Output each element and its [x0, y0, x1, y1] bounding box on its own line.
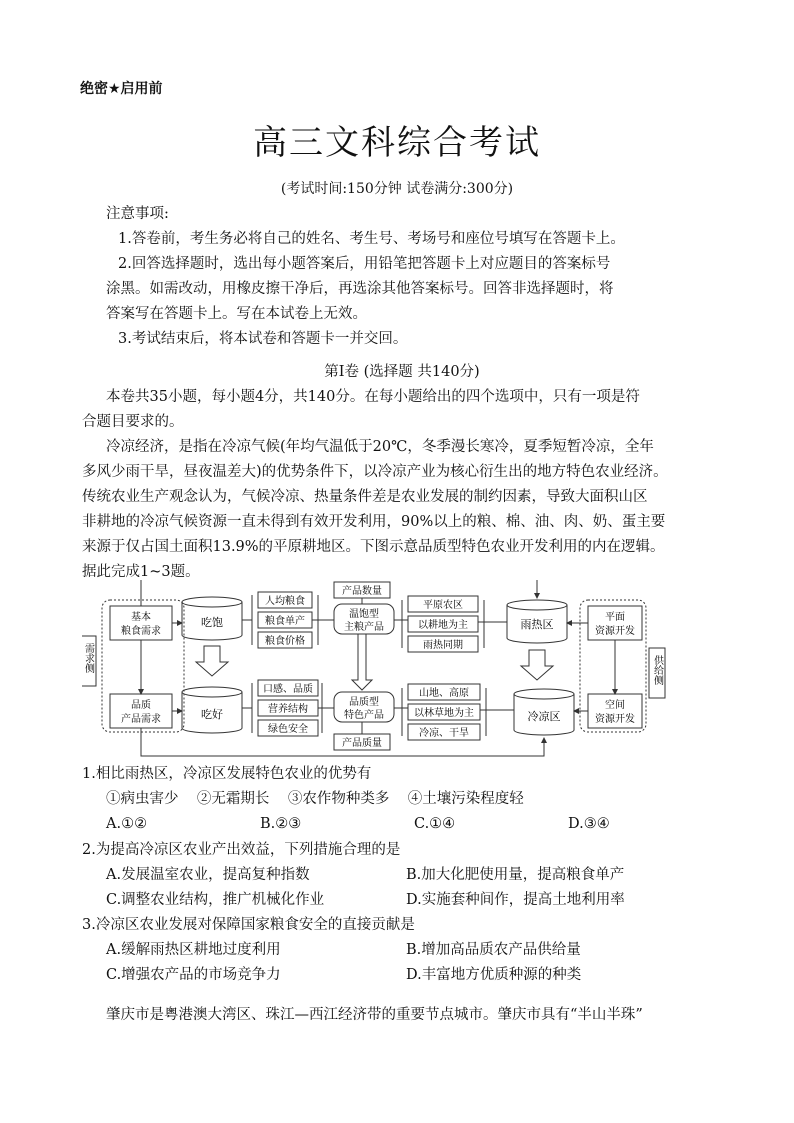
q1-option-a[interactable]: A.①②: [106, 816, 148, 832]
q3-option-c[interactable]: C.增强农产品的市场竞争力: [106, 967, 281, 983]
basic-need-label-2: 粮食需求: [121, 626, 161, 637]
demand-side-label: 需求侧: [82, 643, 94, 673]
question-1-options: [82, 812, 722, 837]
passage-line-5: 来源于仅占国土面积13.9%的平原耕地区。下图示意品质型特色农业开发利用的内在逻辑。: [82, 539, 665, 555]
passage-line-1: 冷凉经济，是指在冷凉气候(年均气温低于20℃，冬季漫长寒冷，夏季短暂冷凉，全年: [106, 439, 654, 455]
q2-option-b[interactable]: B.加大化肥使用量，提高粮食单产: [406, 867, 625, 883]
passage-line-4: 非耕地的冷凉气候资源一直未得到有效开发利用，90%以上的粮、棉、油、肉、奶、蛋主要: [82, 514, 666, 530]
question-2: [82, 838, 722, 913]
basic-need-label-1: 基本: [131, 612, 151, 623]
question-1-items: ①病虫害少 ②无霜期长 ③农作物种类多 ④土壤污染程度轻: [106, 791, 524, 807]
warm-label-1: 温饱型: [349, 609, 379, 620]
exam-subtitle: (考试时间:150分钟 试卷满分:300分): [280, 181, 514, 197]
passage-line-3: 传统农业生产观念认为，气候冷凉、热量条件差是农业发展的制约因素，导致大面积山区: [82, 489, 648, 505]
qty-label: 产品数量: [342, 586, 382, 597]
section-intro-b: 合题目要求的。: [82, 414, 184, 430]
secret-label: 绝密★启用前: [80, 81, 163, 97]
note-item-2c: 答案写在答题卡上。写在本试卷上无效。: [106, 306, 367, 322]
question-3-stem: 3.冷凉区农业发展对保障国家粮食安全的直接贡献是: [82, 917, 415, 933]
notes: [82, 202, 722, 352]
plane-dev-label-1: 平面: [605, 612, 625, 623]
full-label: 吃饱: [201, 616, 223, 629]
top-factor-0: 人均粮食: [265, 596, 305, 607]
q3-option-d[interactable]: D.丰富地方优质种源的种类: [406, 967, 582, 983]
cool-factor-1: 以林草地为主: [414, 708, 474, 719]
space-dev-label-2: 资源开发: [595, 714, 635, 725]
quality-need-label-2: 产品需求: [121, 714, 161, 725]
qual-label-2: 特色产品: [344, 710, 384, 721]
note-item-2a: 2.回答选择题时，选出每小题答案后，用铅笔把答题卡上对应题目的答案标号: [118, 256, 611, 272]
plane-dev-label-2: 资源开发: [595, 626, 635, 637]
question-2-options-row2: [82, 888, 722, 913]
q2-option-c[interactable]: C.调整农业结构，推广机械化作业: [106, 892, 325, 908]
supply-side-label: 供给侧: [651, 655, 663, 685]
question-3: [82, 913, 722, 988]
rain-factor-1: 以耕地为主: [418, 620, 468, 631]
q2-option-d[interactable]: D.实施套种间作，提高土地利用率: [406, 892, 625, 908]
q1-option-c[interactable]: C.①④: [414, 816, 456, 832]
question-2-stem: 2.为提高冷凉区农业产出效益，下列措施合理的是: [82, 842, 401, 858]
next-passage-line: 肇庆市是粤港澳大湾区、珠江—西江经济带的重要节点城市。肇庆市具有“半山半珠”: [106, 1007, 643, 1023]
cool-region-label: 冷凉区: [527, 710, 561, 723]
cool-factor-0: 山地、高原: [419, 688, 469, 699]
top-factor-2: 粮食价格: [265, 636, 305, 647]
question-1-stem: 1.相比雨热区，冷凉区发展特色农业的优势有: [82, 766, 372, 782]
section-intro-a: 本卷共35小题，每小题4分，共140分。在每小题给出的四个选项中，只有一项是符: [106, 389, 640, 405]
q1-option-d[interactable]: D.③④: [568, 816, 610, 832]
warm-label-2: 主粮产品: [344, 622, 384, 633]
question-3-options-row1: [82, 938, 722, 963]
q2-option-a[interactable]: A.发展温室农业，提高复种指数: [106, 867, 310, 883]
rain-region-label: 雨热区: [520, 618, 554, 631]
section-heading: 第Ⅰ卷 (选择题 共140分): [324, 364, 480, 380]
note-item-2b: 涂黑。如需改动，用橡皮擦干净后，再选涂其他答案标号。回答非选择题时，将: [106, 281, 614, 297]
question-2-options-row1: [82, 863, 722, 888]
note-item-1: 1.答卷前，考生务必将自己的姓名、考生号、考场号和座位号填写在答题卡上。: [118, 231, 625, 247]
qual-label-1: 品质型: [349, 697, 379, 708]
question-1: [82, 762, 722, 837]
quality-label: 产品质量: [342, 738, 382, 749]
bottom-factor-2: 绿色安全: [268, 724, 308, 735]
exam-title: 高三文科综合考试: [253, 123, 541, 163]
q3-option-b[interactable]: B.增加高品质农产品供给量: [406, 942, 581, 958]
bottom-factor-0: 口感、品质: [263, 684, 313, 695]
rain-factor-0: 平原农区: [423, 600, 463, 611]
rain-factor-2: 雨热同期: [423, 640, 463, 651]
note-item-3: 3.考试结束后，将本试卷和答题卡一并交回。: [118, 331, 408, 347]
logic-diagram: [82, 580, 722, 760]
passage-line-6: 据此完成1~3题。: [82, 564, 200, 580]
quality-need-label-1: 品质: [131, 700, 151, 711]
q3-option-a[interactable]: A.缓解雨热区耕地过度利用: [106, 942, 281, 958]
top-factor-1: 粮食单产: [265, 616, 305, 627]
question-3-options-row2: [82, 963, 722, 988]
q1-option-b[interactable]: B.②③: [260, 816, 302, 832]
cool-factor-2: 冷凉、干旱: [419, 728, 469, 739]
passage-line-2: 多风少雨干旱，昼夜温差大)的优势条件下，以冷凉产业为核心衍生出的地方特色农业经济。: [82, 464, 668, 480]
space-dev-label-1: 空间: [605, 700, 625, 711]
bottom-factor-1: 营养结构: [268, 704, 308, 715]
next-passage: [82, 1003, 722, 1028]
section-one: [82, 360, 722, 585]
notes-heading: 注意事项:: [106, 206, 169, 222]
good-label: 吃好: [201, 708, 223, 721]
